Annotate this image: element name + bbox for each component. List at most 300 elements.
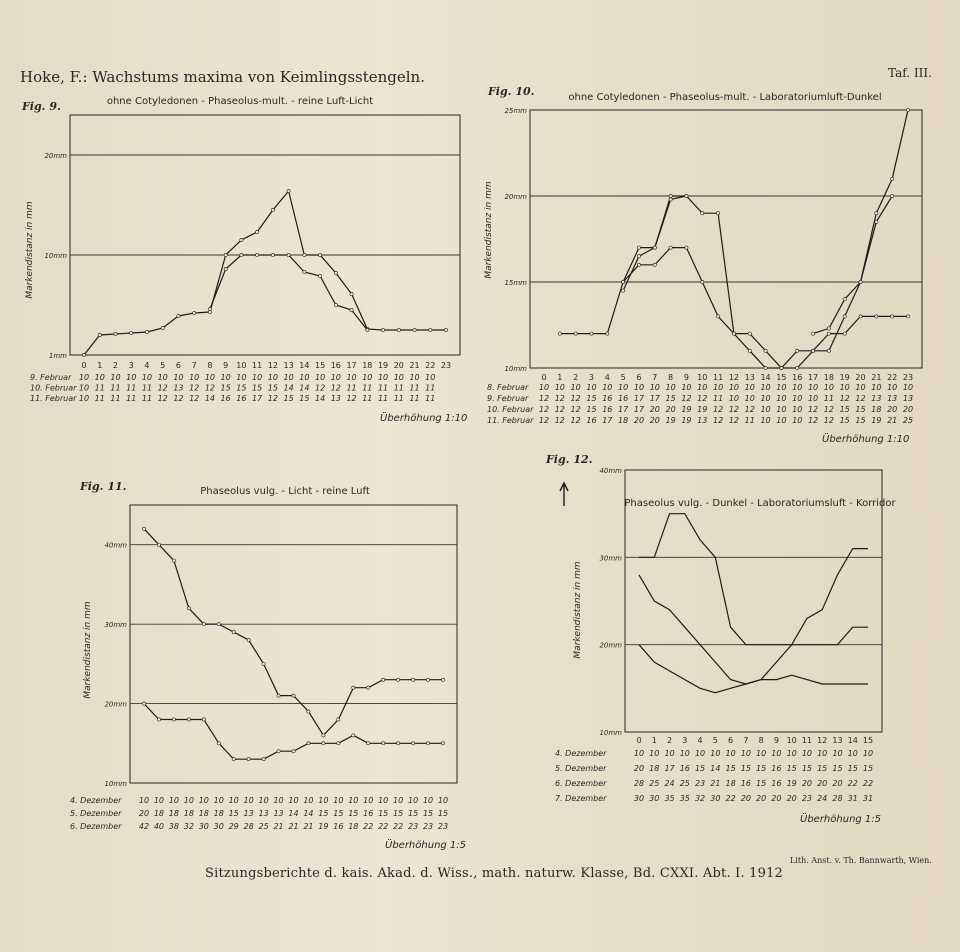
data-point: [429, 328, 432, 331]
data-point: [764, 349, 767, 352]
data-point: [217, 742, 220, 745]
x-tick-label: 4: [697, 736, 703, 745]
figure-label: Fig. 11.: [80, 480, 127, 493]
x-tick-label: 2: [666, 736, 673, 745]
data-point: [208, 307, 211, 310]
table-cell: 10: [792, 394, 803, 403]
table-cell: 10: [213, 796, 224, 805]
plate-number: Taf. III.: [888, 66, 932, 80]
table-cell: 12: [712, 405, 724, 414]
table-cell: 22: [363, 822, 374, 831]
table-cell: 23: [408, 822, 419, 831]
table-cell: 10: [839, 383, 850, 392]
table-cell: 22: [393, 822, 404, 831]
figure-label: Fig. 12.: [546, 453, 593, 466]
table-cell: 14: [303, 809, 314, 818]
table-cell: 11: [110, 383, 121, 393]
table-row-label: 9. Februar: [30, 373, 72, 382]
table-cell: 12: [744, 405, 755, 414]
data-point: [381, 328, 384, 331]
table-cell: 30: [213, 822, 224, 831]
series-line: [623, 196, 686, 291]
table-cell: 11: [94, 394, 105, 403]
data-point: [224, 253, 227, 256]
table-cell: 10: [792, 405, 803, 414]
data-point: [637, 255, 640, 258]
table-cell: 18: [168, 809, 179, 818]
data-point: [397, 742, 400, 745]
table-cell: 20: [771, 794, 782, 803]
table-row-label: 6. Dezember: [70, 822, 122, 831]
data-point: [891, 177, 894, 180]
table-cell: 10: [710, 749, 721, 758]
y-tick-label: 40mm: [104, 541, 127, 550]
y-tick-label: 20mm: [599, 641, 622, 650]
data-point: [412, 678, 415, 681]
table-cell: 10: [173, 373, 184, 382]
table-cell: 19: [786, 779, 797, 788]
overhoehung-label: Überhöhung 1:5: [800, 814, 882, 825]
data-point: [157, 718, 160, 721]
data-point: [303, 270, 306, 273]
table-cell: 10: [665, 383, 676, 392]
data-point: [187, 607, 190, 610]
table-cell: 12: [157, 394, 168, 403]
table-cell: 15: [862, 764, 874, 773]
table-cell: 12: [173, 394, 184, 403]
table-cell: 12: [570, 394, 581, 403]
table-cell: 14: [288, 809, 299, 818]
x-tick-label: 12: [267, 361, 278, 370]
x-tick-label: 14: [299, 361, 310, 370]
table-cell: 15: [267, 383, 278, 393]
y-tick-label: 20mm: [504, 193, 527, 201]
lithographer-credit: Lith. Anst. v. Th. Bannwarth, Wien.: [790, 856, 932, 865]
plate-header: Hoke, F.: Wachstums maxima von Keimlingsstengeln.: [20, 68, 425, 86]
x-tick-label: 10: [786, 736, 797, 745]
table-cell: 10: [887, 383, 898, 392]
data-point: [172, 718, 175, 721]
table-cell: 21: [303, 822, 314, 831]
table-cell: 10: [902, 383, 914, 392]
data-point: [337, 718, 340, 721]
table-cell: 10: [267, 373, 278, 382]
table-cell: 15: [756, 779, 767, 788]
table-cell: 11: [362, 383, 373, 393]
table-cell: 20: [801, 779, 813, 788]
table-cell: 10: [314, 373, 326, 382]
x-tick-label: 0: [541, 373, 547, 382]
table-cell: 42: [138, 822, 150, 831]
table-cell: 10: [189, 373, 200, 382]
x-tick-label: 21: [409, 361, 420, 370]
table-cell: 10: [728, 383, 740, 392]
table-cell: 12: [267, 394, 278, 403]
data-point: [142, 527, 145, 530]
data-point: [397, 678, 400, 681]
table-cell: 14: [283, 383, 294, 393]
table-cell: 11: [141, 383, 153, 393]
table-cell: 20: [832, 779, 843, 788]
table-cell: 10: [756, 749, 767, 758]
table-cell: 19: [697, 405, 708, 414]
table-cell: 30: [649, 794, 660, 803]
y-tick-label: 10mm: [104, 780, 127, 788]
table-cell: 15: [348, 809, 359, 818]
data-point: [397, 328, 400, 331]
data-point: [748, 349, 751, 352]
y-tick-label: 15mm: [504, 279, 527, 287]
x-tick-label: 16: [792, 373, 803, 382]
data-point: [796, 349, 799, 352]
table-cell: 20: [649, 416, 660, 425]
table-cell: 10: [153, 796, 165, 805]
table-cell: 10: [792, 383, 803, 392]
table-cell: 18: [348, 822, 359, 831]
table-cell: 16: [771, 764, 782, 773]
x-tick-label: 3: [128, 361, 134, 370]
table-row-label: 4. Dezember: [70, 796, 122, 805]
x-tick-label: 15: [862, 736, 874, 745]
data-point: [202, 718, 205, 721]
table-cell: 11: [712, 394, 724, 403]
table-cell: 10: [681, 383, 692, 392]
table-cell: 11: [393, 383, 404, 393]
table-cell: 18: [649, 764, 660, 773]
table-cell: 23: [801, 794, 813, 803]
data-point: [352, 734, 355, 737]
table-cell: 20: [887, 405, 898, 414]
figure-label: Fig. 10.: [488, 85, 535, 98]
data-point: [412, 742, 415, 745]
table-cell: 10: [236, 373, 247, 382]
table-cell: 10: [776, 394, 787, 403]
table-cell: 10: [776, 383, 787, 392]
data-point: [157, 543, 160, 546]
table-cell: 12: [712, 416, 724, 425]
data-point: [859, 280, 862, 283]
x-tick-label: 13: [832, 736, 843, 745]
data-point: [653, 263, 656, 266]
table-cell: 30: [198, 822, 209, 831]
table-cell: 10: [697, 383, 708, 392]
table-cell: 23: [694, 779, 706, 788]
table-cell: 12: [570, 405, 581, 414]
data-point: [292, 694, 295, 697]
table-cell: 31: [847, 794, 858, 803]
data-point: [685, 246, 688, 249]
data-point: [145, 330, 148, 333]
x-tick-label: 12: [728, 373, 740, 382]
table-cell: 12: [157, 383, 168, 393]
data-point: [574, 332, 577, 335]
table-cell: 14: [710, 764, 721, 773]
data-point: [827, 349, 830, 352]
table-cell: 18: [213, 809, 224, 818]
table-cell: 12: [538, 394, 550, 403]
data-point: [843, 315, 846, 318]
table-cell: 12: [330, 383, 341, 393]
data-point: [277, 750, 280, 753]
table-cell: 14: [204, 394, 216, 403]
table-cell: 10: [871, 383, 882, 392]
table-cell: 20: [633, 416, 645, 425]
data-point: [685, 194, 688, 197]
x-tick-label: 23: [902, 373, 914, 382]
data-point: [701, 212, 704, 215]
data-point: [426, 678, 429, 681]
overhoehung-label: Überhöhung 1:5: [385, 840, 467, 851]
table-cell: 10: [198, 796, 209, 805]
table-cell: 19: [681, 416, 692, 425]
table-cell: 11: [362, 394, 373, 403]
table-cell: 10: [94, 373, 105, 382]
table-cell: 10: [602, 383, 613, 392]
table-cell: 10: [760, 394, 771, 403]
table-cell: 14: [314, 394, 326, 403]
x-tick-label: 14: [760, 373, 771, 382]
data-point: [669, 246, 672, 249]
x-tick-label: 16: [330, 361, 341, 370]
data-point: [130, 331, 133, 334]
data-point: [247, 638, 250, 641]
table-cell: 10: [377, 373, 389, 382]
x-tick-label: 1: [651, 736, 657, 745]
data-point: [82, 353, 85, 356]
x-tick-label: 3: [682, 736, 688, 745]
data-point: [232, 630, 235, 633]
data-point: [843, 298, 846, 301]
table-row-label: 11. Februar: [487, 416, 534, 425]
table-cell: 22: [847, 779, 858, 788]
x-tick-label: 10: [697, 373, 708, 382]
table-cell: 28: [832, 794, 843, 803]
x-tick-label: 14: [847, 736, 858, 745]
data-point: [906, 315, 909, 318]
y-tick-label: 40mm: [599, 467, 622, 475]
data-point: [444, 328, 447, 331]
data-point: [262, 758, 265, 761]
table-cell: 12: [697, 394, 708, 403]
series-line: [210, 255, 367, 330]
x-tick-label: 1: [557, 373, 563, 382]
table-cell: 12: [807, 416, 819, 425]
table-cell: 13: [697, 416, 708, 425]
data-point: [277, 694, 280, 697]
table-cell: 16: [618, 394, 629, 403]
table-row-label: 7. Dezember: [555, 794, 607, 803]
data-point: [748, 332, 751, 335]
data-point: [622, 280, 625, 283]
x-tick-label: 19: [839, 373, 850, 382]
table-cell: 13: [887, 394, 898, 403]
series-line: [560, 110, 908, 368]
data-point: [287, 253, 290, 256]
table-cell: 30: [710, 794, 721, 803]
table-cell: 16: [602, 405, 613, 414]
table-cell: 22: [725, 794, 736, 803]
data-point: [590, 332, 593, 335]
table-cell: 10: [760, 383, 771, 392]
table-cell: 12: [554, 416, 565, 425]
data-point: [334, 303, 337, 306]
data-point: [701, 280, 704, 283]
table-cell: 17: [649, 394, 660, 403]
figure-12: [545, 453, 897, 825]
series-line: [639, 575, 868, 684]
chart-title: Phaseolus vulg. - Dunkel - Laboratoriumsluft - Korridor: [624, 498, 896, 509]
table-cell: 14: [299, 383, 310, 393]
table-cell: 22: [862, 779, 874, 788]
table-cell: 11: [110, 394, 121, 403]
y-tick-label: 25mm: [504, 107, 527, 115]
x-tick-label: 6: [636, 373, 642, 382]
table-cell: 25: [649, 779, 660, 788]
table-cell: 10: [823, 383, 834, 392]
table-cell: 10: [855, 383, 866, 392]
table-cell: 25: [902, 416, 914, 425]
table-cell: 16: [740, 779, 751, 788]
table-cell: 15: [725, 764, 736, 773]
table-cell: 15: [236, 383, 247, 393]
plot-frame: [70, 115, 460, 355]
table-cell: 11: [409, 383, 420, 393]
table-cell: 16: [771, 779, 782, 788]
x-tick-label: 2: [112, 361, 119, 370]
data-point: [796, 366, 799, 369]
table-cell: 10: [817, 749, 828, 758]
table-cell: 15: [839, 405, 850, 414]
table-cell: 15: [283, 394, 294, 403]
x-tick-label: 3: [588, 373, 595, 382]
table-cell: 15: [847, 764, 858, 773]
table-cell: 12: [570, 416, 581, 425]
table-cell: 11: [823, 394, 834, 403]
table-cell: 18: [871, 405, 882, 414]
data-point: [875, 220, 878, 223]
table-cell: 10: [807, 383, 819, 392]
table-cell: 10: [168, 796, 179, 805]
table-cell: 19: [318, 822, 329, 831]
x-tick-label: 13: [283, 361, 294, 370]
table-cell: 10: [538, 383, 550, 392]
table-cell: 10: [740, 749, 751, 758]
table-cell: 20: [786, 794, 797, 803]
table-cell: 10: [183, 796, 194, 805]
table-cell: 17: [618, 405, 629, 414]
data-point: [350, 292, 353, 295]
y-tick-label: 20mm: [44, 152, 67, 160]
table-cell: 32: [183, 822, 194, 831]
table-cell: 12: [189, 394, 200, 403]
data-point: [669, 194, 672, 197]
table-cell: 12: [807, 405, 819, 414]
data-point: [875, 315, 878, 318]
table-cell: 10: [330, 373, 341, 382]
table-cell: 40: [153, 822, 165, 831]
table-cell: 20: [665, 405, 676, 414]
table-cell: 16: [586, 416, 597, 425]
table-cell: 11: [393, 394, 404, 403]
table-cell: 35: [664, 794, 675, 803]
table-row-label: 6. Dezember: [555, 779, 607, 788]
x-tick-label: 6: [175, 361, 181, 370]
data-point: [413, 328, 416, 331]
x-tick-label: 15: [314, 361, 326, 370]
table-cell: 10: [679, 749, 690, 758]
table-cell: 11: [409, 394, 420, 403]
table-cell: 10: [712, 383, 724, 392]
table-cell: 15: [786, 764, 797, 773]
table-row-label: 11. Februar: [30, 394, 77, 403]
table-cell: 10: [649, 383, 660, 392]
data-point: [240, 253, 243, 256]
table-cell: 12: [823, 405, 834, 414]
table-cell: 10: [138, 796, 150, 805]
table-cell: 13: [243, 809, 254, 818]
x-tick-label: 22: [887, 373, 898, 382]
x-tick-label: 5: [620, 373, 626, 382]
table-cell: 12: [538, 416, 550, 425]
y-tick-label: 10mm: [44, 252, 67, 260]
table-cell: 10: [258, 796, 269, 805]
table-cell: 15: [220, 383, 231, 393]
table-cell: 10: [633, 749, 645, 758]
figure-10: [484, 85, 922, 445]
table-cell: 10: [862, 749, 874, 758]
x-tick-label: 4: [144, 361, 150, 370]
table-cell: 13: [273, 809, 284, 818]
figure-9: [21, 96, 467, 424]
table-cell: 10: [554, 383, 565, 392]
table-cell: 10: [801, 749, 813, 758]
data-point: [366, 328, 369, 331]
table-cell: 12: [855, 394, 866, 403]
data-point: [187, 718, 190, 721]
figure-11: [70, 480, 466, 851]
data-point: [352, 686, 355, 689]
table-cell: 16: [236, 394, 247, 403]
table-cell: 12: [823, 416, 834, 425]
data-point: [193, 311, 196, 314]
table-cell: 11: [744, 416, 755, 425]
x-tick-label: 0: [636, 736, 642, 745]
table-cell: 10: [786, 749, 797, 758]
table-cell: 15: [817, 764, 828, 773]
data-point: [843, 332, 846, 335]
table-cell: 10: [78, 383, 90, 393]
x-tick-label: 6: [728, 736, 734, 745]
table-cell: 20: [902, 405, 914, 414]
table-cell: 10: [728, 394, 740, 403]
data-point: [292, 750, 295, 753]
data-point: [271, 253, 274, 256]
table-cell: 10: [228, 796, 239, 805]
series-line: [84, 191, 446, 355]
table-cell: 10: [141, 373, 153, 382]
table-cell: 25: [258, 822, 269, 831]
data-point: [859, 315, 862, 318]
table-cell: 15: [832, 764, 843, 773]
table-cell: 10: [299, 373, 310, 382]
data-point: [637, 263, 640, 266]
x-tick-label: 13: [744, 373, 755, 382]
x-tick-label: 15: [776, 373, 787, 382]
series-line: [813, 196, 892, 334]
x-tick-label: 1: [97, 361, 103, 370]
data-point: [716, 315, 719, 318]
y-tick-label: 20mm: [104, 700, 127, 709]
